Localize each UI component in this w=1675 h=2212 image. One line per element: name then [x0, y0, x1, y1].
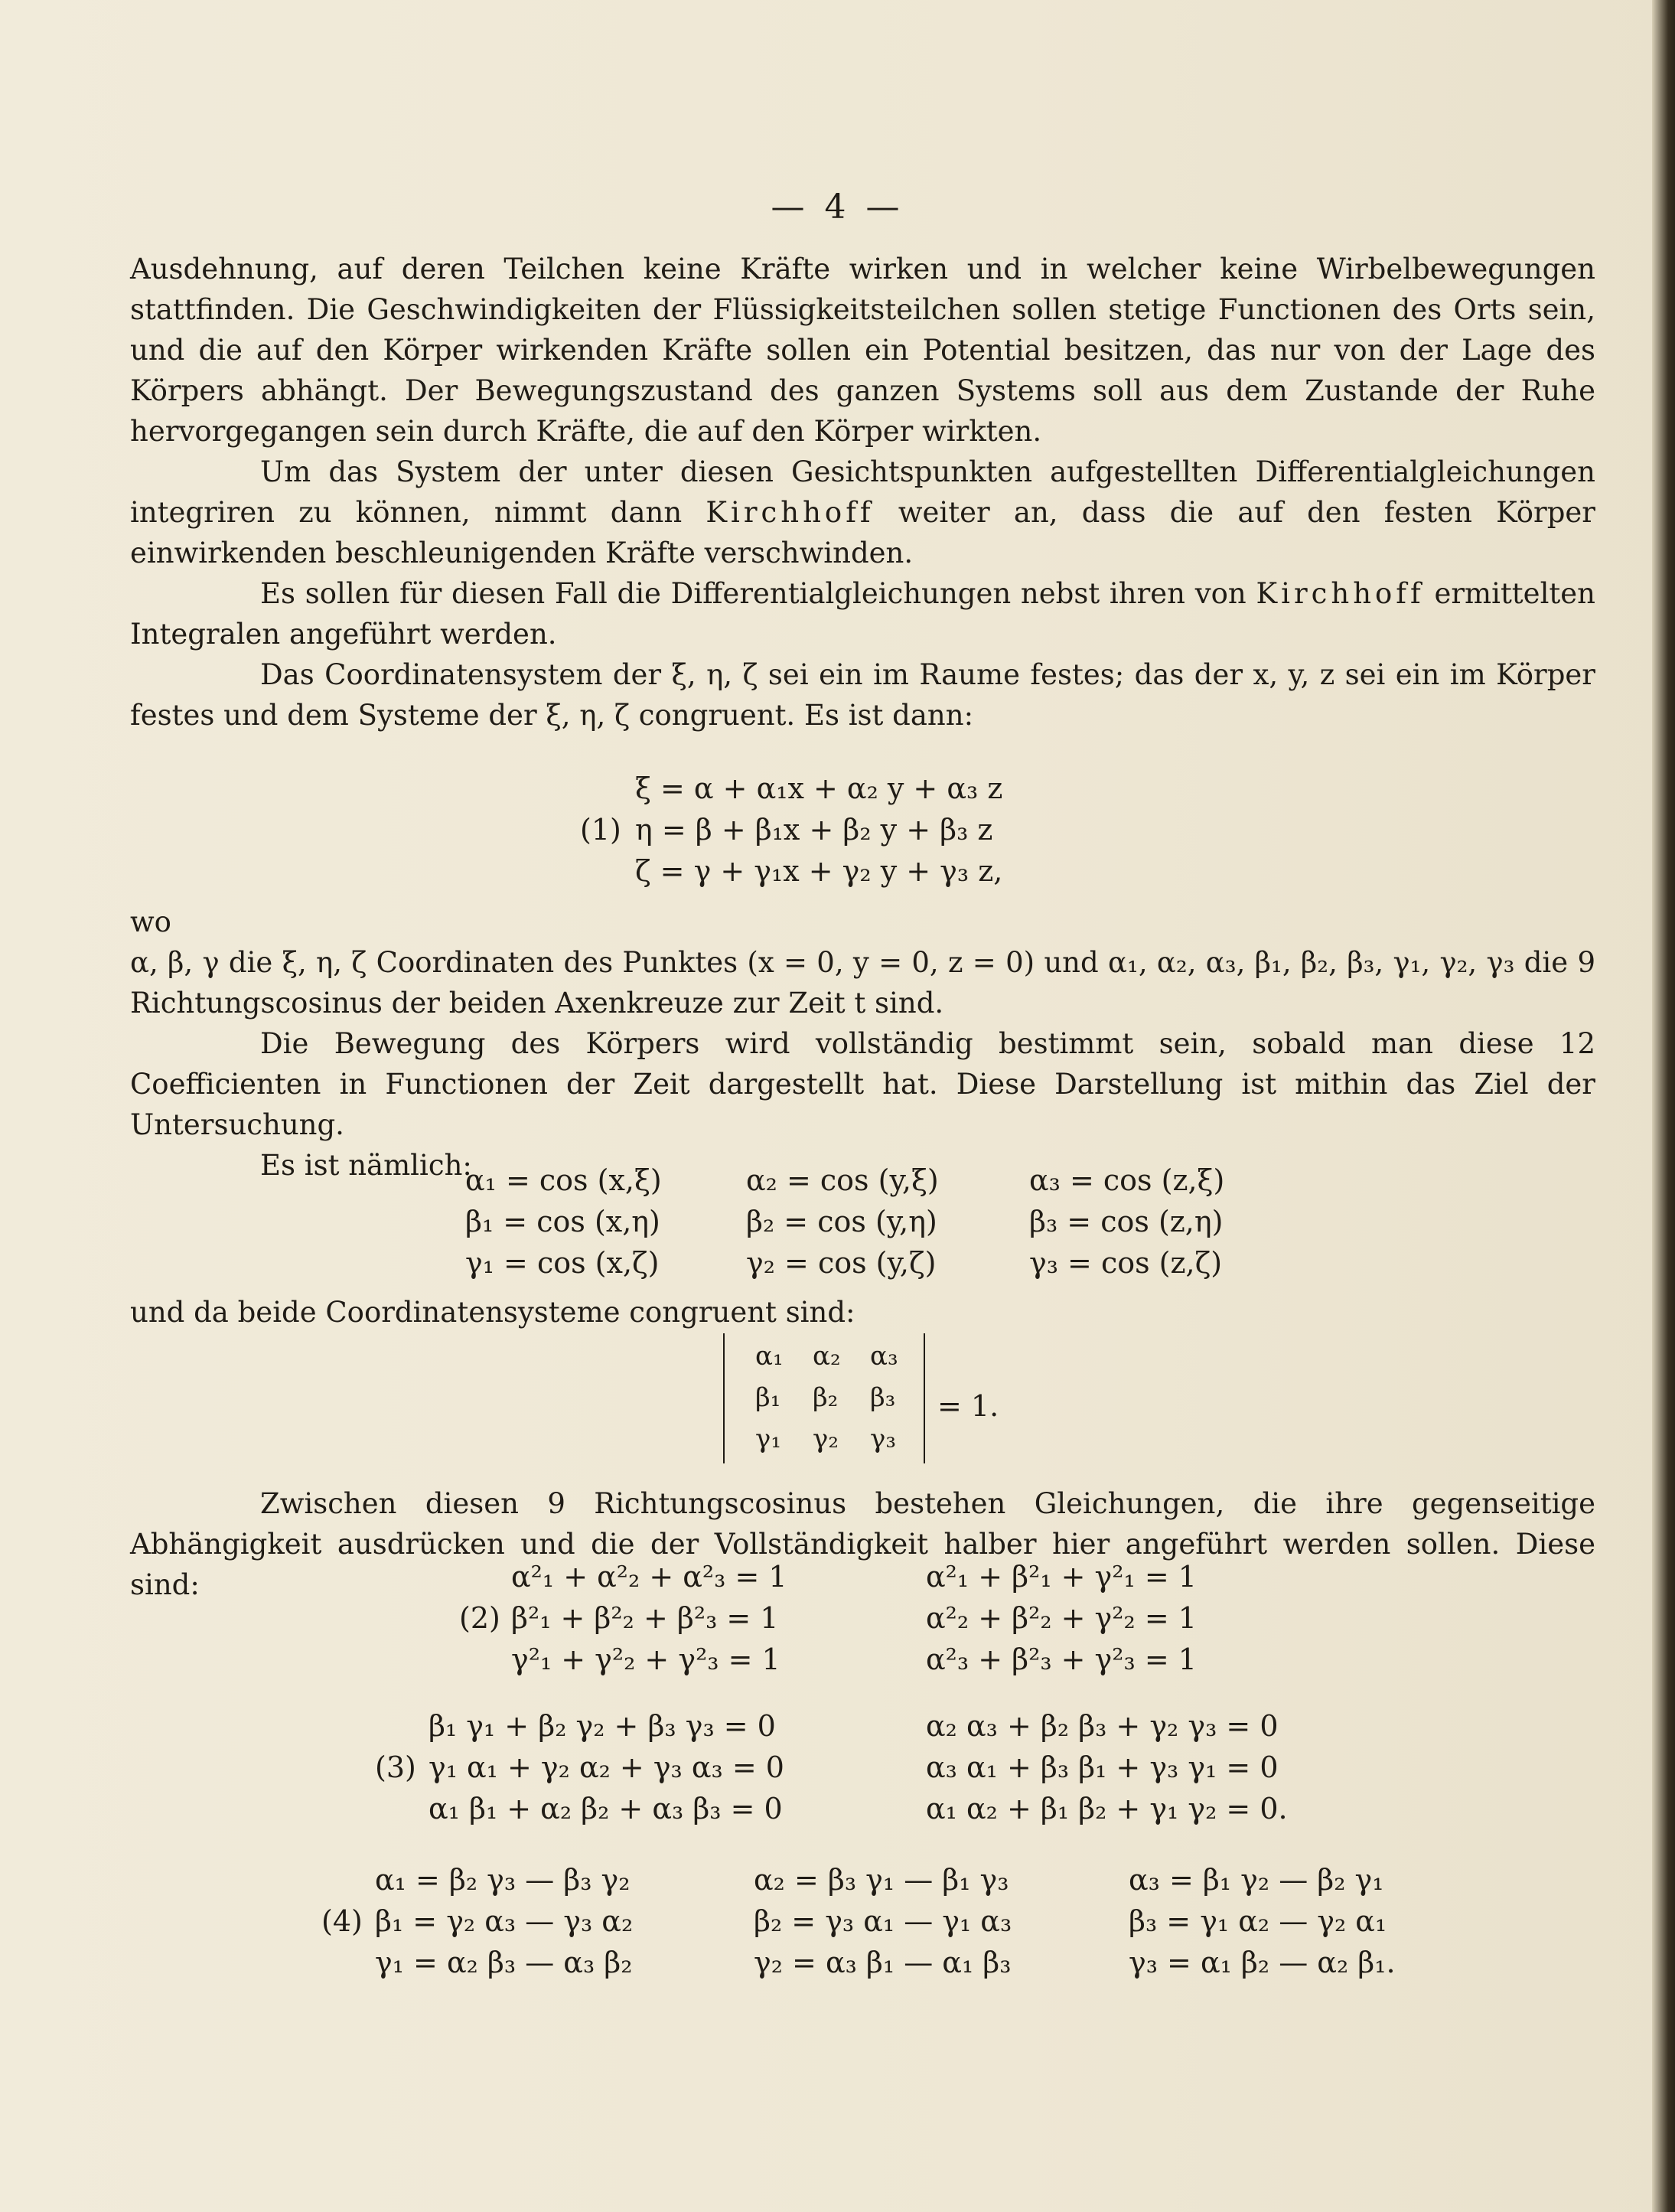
eq3-right-2: α₃ α₁ + β₃ β₁ + γ₃ γ₁ = 0: [926, 1750, 1279, 1784]
eq2-left-3: γ²₁ + γ²₂ + γ²₃ = 1: [511, 1643, 780, 1676]
det-c3: γ₃: [870, 1424, 896, 1454]
det-c2: γ₂: [813, 1424, 839, 1454]
page-edge-shadow: [1652, 0, 1675, 2212]
det-b2: β₂: [813, 1382, 839, 1413]
text-block-relations: [130, 1483, 1595, 1605]
det-equals: = 1.: [937, 1389, 999, 1423]
eq2-right-2: α²₂ + β²₂ + γ²₂ = 1: [926, 1601, 1197, 1635]
eq3-left-3: α₁ β₁ + α₂ β₂ + α₃ β₃ = 0: [429, 1792, 783, 1825]
paragraph-6: Die Bewegung des Körpers wird vollständig bestimmt sein, sobald man diese 12 Coefficienten in Functionen der Zeit dargestellt hat. Diese Darstellung ist mithin das Ziel der Untersuchung.: [130, 1027, 1595, 1141]
name-kirchhoff: Kirchhoff: [706, 496, 875, 529]
name-kirchhoff-2: Kirchhoff: [1256, 577, 1425, 610]
eq4-col2-3: γ₂ = α₃ β₁ — α₁ β₃: [754, 1946, 1012, 1979]
paragraph-9: Zwischen diesen 9 Richtungscosinus bestehen Gleichungen, die ihre gegenseitige Abhängigkeit ausdrücken und die der Vollständigkeit halber hier angeführt werden sollen. Diese sind:: [130, 1487, 1595, 1601]
cos-b2: β₂ = cos (y,η): [746, 1205, 937, 1238]
eq2-left-1: α²₁ + α²₂ + α²₃ = 1: [511, 1560, 787, 1594]
text-block-intro: [130, 249, 1595, 736]
eq4-col3-2: β₃ = γ₁ α₂ — γ₂ α₁: [1129, 1904, 1387, 1938]
word-wo: wo: [130, 905, 171, 938]
eq4-col1-2: β₁ = γ₂ α₃ — γ₃ α₂: [375, 1904, 634, 1938]
cos-a2: α₂ = cos (y,ξ): [746, 1163, 939, 1197]
cos-c2: γ₂ = cos (y,ζ): [746, 1246, 937, 1280]
eq4-col2-2: β₂ = γ₃ α₁ — γ₁ α₃: [754, 1904, 1012, 1938]
eq1-line-2: η = β + β₁x + β₂ y + β₃ z: [635, 813, 993, 847]
eq4-col1-3: γ₁ = α₂ β₃ — α₃ β₂: [375, 1946, 633, 1979]
eq4-label: (4): [321, 1904, 363, 1938]
paragraph-3-start: Es sollen für diesen Fall die Differentialgleichungen nebst ihren von: [260, 577, 1246, 610]
paragraph-8: und da beide Coordinatensysteme congruent sind:: [130, 1296, 855, 1329]
eq2-right-3: α²₃ + β²₃ + γ²₃ = 1: [926, 1643, 1197, 1676]
eq4-col2-1: α₂ = β₃ γ₁ — β₁ γ₃: [754, 1863, 1009, 1897]
eq4-col3-1: α₃ = β₁ γ₂ — β₂ γ₁: [1129, 1863, 1384, 1897]
paragraph-7: Es ist nämlich:: [260, 1149, 472, 1182]
cos-b3: β₃ = cos (z,η): [1029, 1205, 1224, 1238]
page-number: — 4 —: [771, 188, 904, 227]
determinant: [723, 1333, 925, 1463]
eq2-right-1: α²₁ + β²₁ + γ²₁ = 1: [926, 1560, 1197, 1594]
paragraph-2: [130, 452, 1595, 573]
paragraph-3: [130, 573, 1595, 654]
eq3-right-3: α₁ α₂ + β₁ β₂ + γ₁ γ₂ = 0.: [926, 1792, 1288, 1825]
eq2-label: (2): [459, 1601, 500, 1635]
eq2-left-2: β²₁ + β²₂ + β²₃ = 1: [511, 1601, 779, 1635]
eq3-left-2: γ₁ α₁ + γ₂ α₂ + γ₃ α₃ = 0: [429, 1750, 784, 1784]
paragraph-3-end: ermittelten Integralen angeführt werden.: [130, 577, 1596, 651]
det-c1: γ₁: [755, 1424, 781, 1454]
eq3-left-1: β₁ γ₁ + β₂ γ₂ + β₃ γ₃ = 0: [429, 1709, 776, 1743]
paragraph-2-start: Um das System der unter diesen Gesichtspunkten aufgestellten Differentialgleichungen integriren zu können, nimmt dann: [130, 455, 1595, 529]
cos-a1: α₁ = cos (x,ξ): [465, 1163, 662, 1197]
det-a1: α₁: [755, 1341, 784, 1372]
text-block-congruent: [130, 1292, 1595, 1333]
eq3-right-1: α₂ α₃ + β₂ β₃ + γ₂ γ₃ = 0: [926, 1709, 1279, 1743]
det-a2: α₂: [813, 1341, 841, 1372]
eq4-col3-3: γ₃ = α₁ β₂ — α₂ β₁.: [1129, 1946, 1396, 1979]
cos-a3: α₃ = cos (z,ξ): [1029, 1163, 1225, 1197]
eq4-col1-1: α₁ = β₂ γ₃ — β₃ γ₂: [375, 1863, 631, 1897]
text-block-middle: [130, 902, 1595, 1186]
cos-b1: β₁ = cos (x,η): [465, 1205, 660, 1238]
eq1-line-1: ξ = α + α₁x + α₂ y + α₃ z: [635, 772, 1003, 805]
det-a3: α₃: [870, 1341, 898, 1372]
cos-c1: γ₁ = cos (x,ζ): [465, 1246, 660, 1280]
det-b1: β₁: [755, 1382, 781, 1413]
paragraph-1: Ausdehnung, auf deren Teilchen keine Kräfte wirken und in welcher keine Wirbelbewegungen stattfinden. Die Geschwindigkeiten der Flüssigkeitsteilchen sollen stetige Functionen des Orts sein, und die auf den Körper wirkenden Kräfte sollen ein Potential besitzen, das nur von der Lage des Körpers abhängt. Der Bewegungszustand des ganzen Systems soll aus dem Zustande der Ruhe hervorgegangen sein durch Kräfte, die auf den Körper wirkten.: [130, 253, 1595, 448]
paragraph-5: α, β, γ die ξ, η, ζ Coordinaten des Punktes (x = 0, y = 0, z = 0) und α₁, α₂, α₃, β₁, β₂, β₃, γ₁, γ₂, γ₃ die 9 Richtungscosinus der beiden Axenkreuze zur Zeit t sind.: [130, 946, 1595, 1020]
det-b3: β₃: [870, 1382, 896, 1413]
eq1-line-3: ζ = γ + γ₁x + γ₂ y + γ₃ z,: [635, 854, 1003, 888]
paragraph-4: Das Coordinatensystem der ξ, η, ζ sei ein im Raume festes; das der x, y, z sei ein im Körper festes und dem Systeme der ξ, η, ζ congruent. Es ist dann:: [130, 658, 1595, 732]
paragraph-2-end: weiter an, dass die auf den festen Körper einwirkenden beschleunigenden Kräfte verschwinden.: [130, 496, 1595, 569]
eq3-label: (3): [375, 1750, 416, 1784]
cos-c3: γ₃ = cos (z,ζ): [1029, 1246, 1223, 1280]
eq1-label: (1): [580, 813, 621, 847]
